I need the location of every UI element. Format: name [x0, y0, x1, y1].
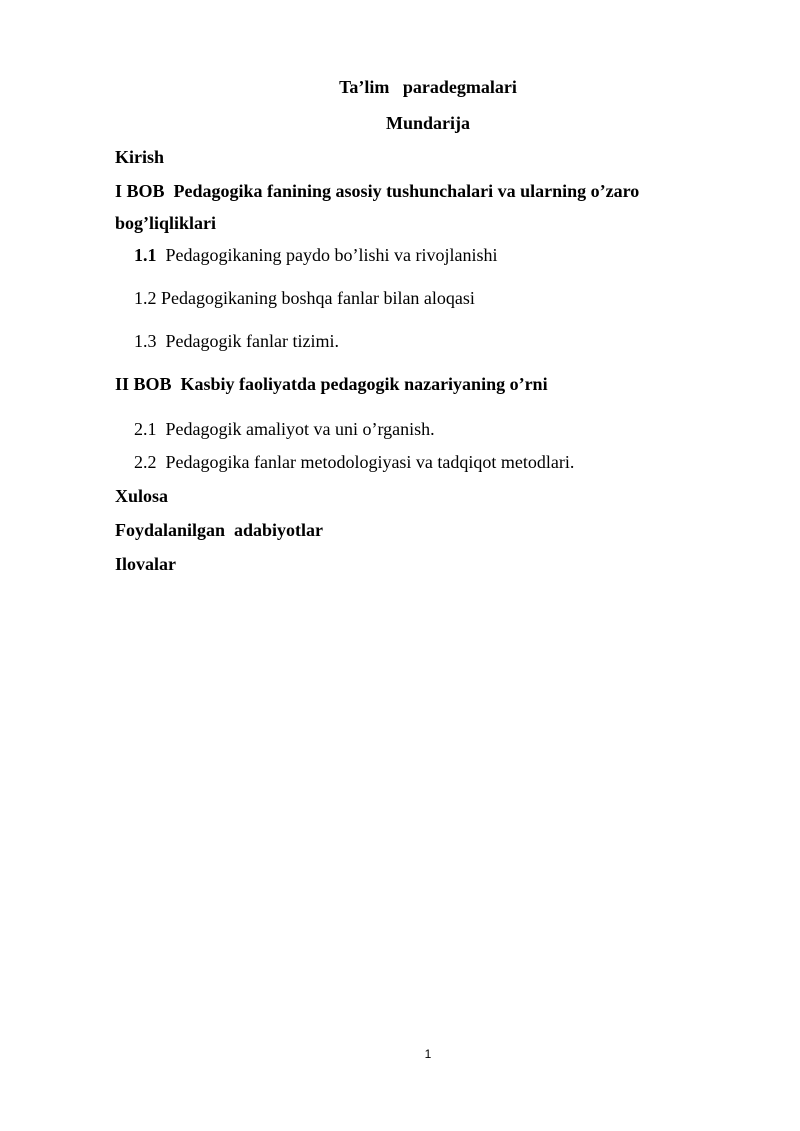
section-title: Pedagogikaning paydo bo’lishi va rivojlanishi: [156, 245, 498, 265]
page-number: 1: [424, 1047, 432, 1061]
toc-item-section-2-1: 2.1 Pedagogik amaliyot va uni o’rganish.: [134, 419, 435, 439]
toc-item-section-1-2: 1.2 Pedagogikaning boshqa fanlar bilan aloqasi: [134, 288, 475, 308]
toc-item-chapter1: I BOB Pedagogika fanining asosiy tushunchalari va ularning o’zaro: [115, 181, 640, 201]
toc-item-section-2-2: 2.2 Pedagogika fanlar metodologiyasi va tadqiqot metodlari.: [134, 452, 575, 472]
toc-item-references: Foydalanilgan adabiyotlar: [115, 520, 324, 540]
toc-item-intro: Kirish: [115, 147, 165, 167]
document-title: Ta’lim paradegmalari: [339, 77, 517, 97]
toc-item-section-1-1: [134, 244, 497, 266]
toc-item-chapter2: II BOB Kasbiy faoliyatda pedagogik nazariyaning o’rni: [115, 374, 548, 394]
toc-item-conclusion: Xulosa: [115, 486, 169, 506]
toc-item-chapter1-cont: bog’liqliklari: [115, 213, 217, 233]
toc-item-appendices: Ilovalar: [115, 554, 176, 574]
toc-heading: Mundarija: [385, 113, 470, 133]
toc-item-section-1-3: 1.3 Pedagogik fanlar tizimi.: [134, 331, 339, 351]
section-number: 1.1: [134, 245, 157, 265]
